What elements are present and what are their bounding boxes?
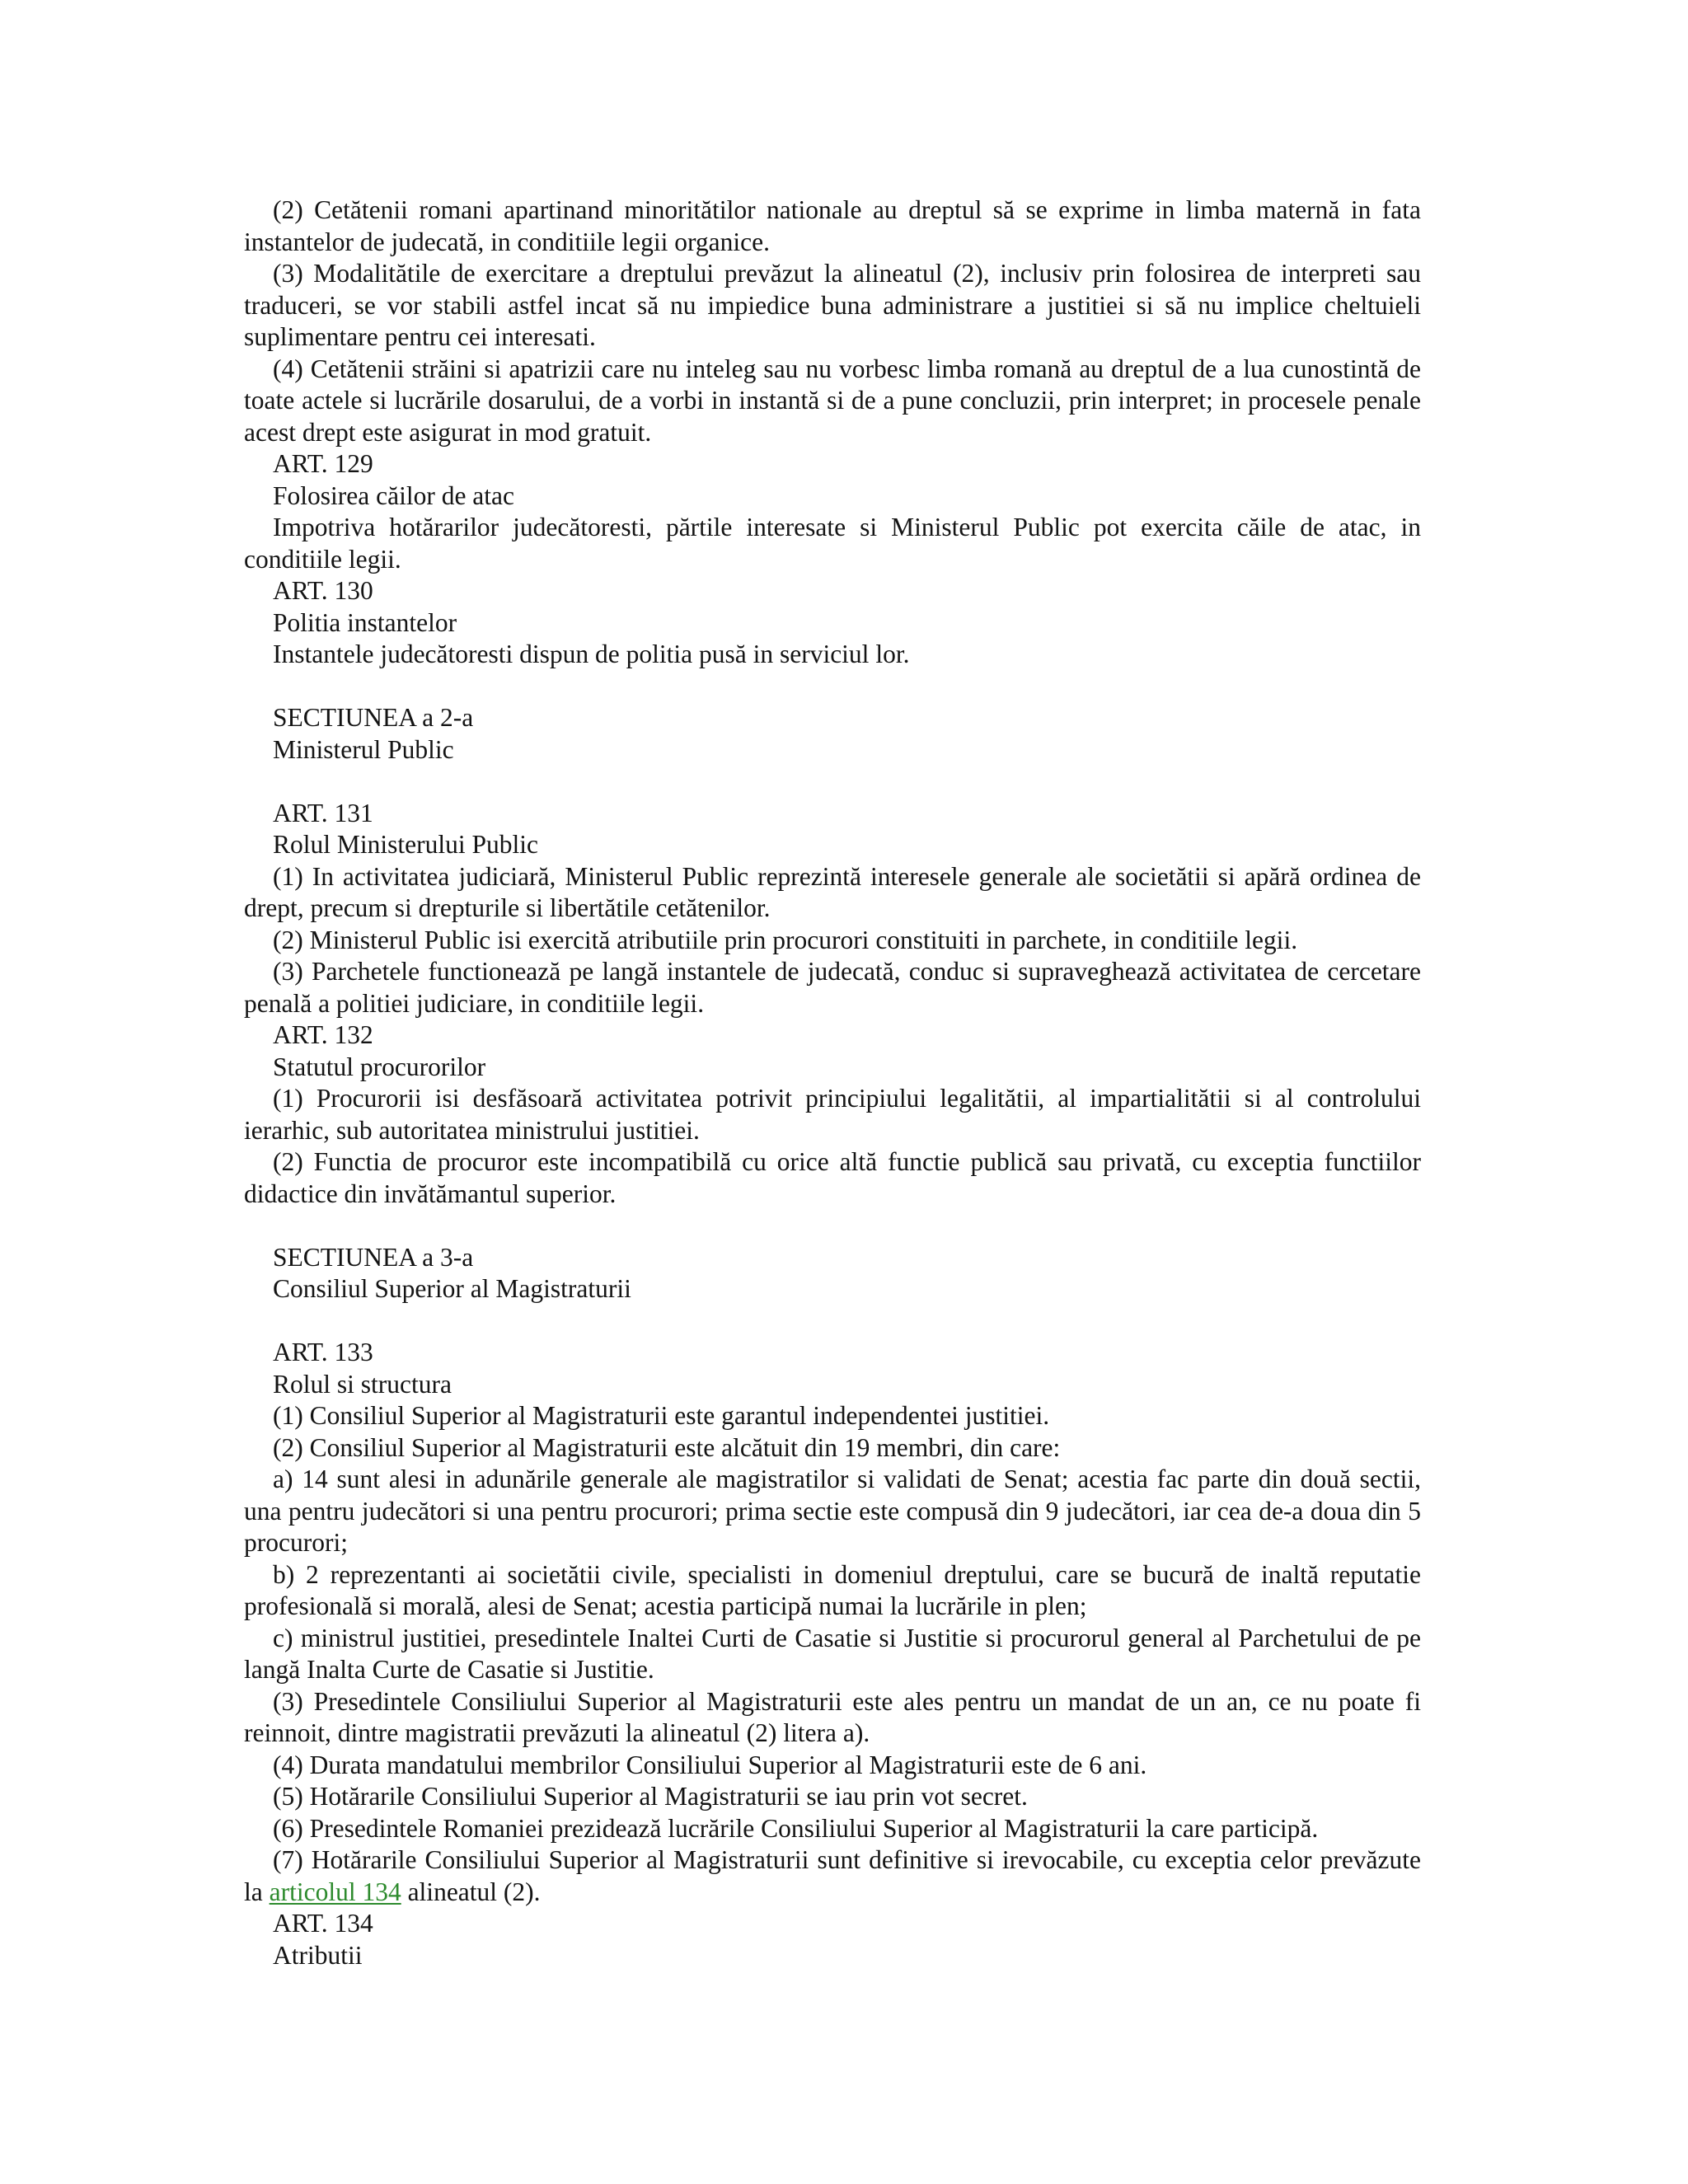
paragraph-art133-6: (6) Presedintele Romaniei prezidează lucrările Consiliului Superior al Magistraturii la care participă. [273,1813,1319,1843]
article-title-134: Atributii [273,1940,363,1970]
blank-line [244,766,1421,798]
blank-line [244,1210,1421,1242]
article-heading-130: ART. 130 [273,576,373,605]
section-heading-3: SECTIUNEA a 3-a [273,1242,474,1272]
paragraph-art133-2b: b) 2 reprezentanti ai societătii civile, specialisti in domeniul dreptului, care se bucură de inaltă reputatie profesională si morală, alesi de Senat; acestia participă numai la lucrările in plen; [244,1559,1421,1620]
paragraph-art132-2: (2) Functia de procuror este incompatibilă cu orice altă functie publică sau privată, cu exceptia functiilor didactice din invătămantul superior. [244,1147,1421,1208]
article-heading-132: ART. 132 [273,1020,373,1049]
blank-line [244,671,1421,703]
article-heading-133: ART. 133 [273,1338,373,1366]
paragraph-art133-2: (2) Consiliul Superior al Magistraturii este alcătuit din 19 membri, din care: [273,1432,1061,1462]
paragraph-art128-2: (2) Cetătenii romani apartinand minoritătilor nationale au dreptul să se exprime in limba maternă in fata instantelor de judecată, in conditiile legii organice. [244,195,1421,256]
section-title-2: Ministerul Public [273,734,454,764]
paragraph-art132-1: (1) Procurorii isi desfăsoară activitatea potrivit principiului legalitătii, al impartialitătii si al controlului ierarhic, sub autoritatea ministrului justitiei. [244,1084,1421,1145]
section-title-3: Consiliul Superior al Magistraturii [273,1274,631,1303]
article-title-131: Rolul Ministerului Public [273,830,539,859]
paragraph-art133-1: (1) Consiliul Superior al Magistraturii este garantul independentei justitiei. [273,1401,1050,1430]
section-heading-2: SECTIUNEA a 2-a [273,703,474,732]
paragraph-art133-2a: a) 14 sunt alesi in adunările generale ale magistratilor si validati de Senat; acestia fac parte din două sectii, una pentru judecători si una pentru procurori; prima sectie este compusă din 9 judecători, iar cea de-a doua din 5 procurori; [244,1465,1421,1557]
paragraph-art133-4: (4) Durata mandatului membrilor Consiliului Superior al Magistraturii este de 6 ani. [273,1750,1147,1779]
article-title-130: Politia instantelor [273,607,457,637]
article-134-link[interactable]: articolul 134 [269,1877,401,1906]
paragraph-art131-2: (2) Ministerul Public isi exercită atributiile prin procurori constituiti in parchete, in conditiile legii. [273,925,1298,954]
paragraph-art133-7-text-before: (7) Hotărarile Consiliului Superior al Magistraturii sunt definitive si irevocabile, cu exceptia celor prevăzute la [244,1845,1421,1906]
paragraph-art130: Instantele judecătoresti dispun de politia pusă in serviciul lor. [273,640,910,668]
article-title-132: Statutul procurorilor [273,1052,486,1081]
paragraph-art133-3: (3) Presedintele Consiliului Superior al Magistraturii este ales pentru un mandat de un an, ce nu poate fi reinnoit, dintre magistratii prevăzuti la alineatul (2) litera a). [244,1686,1421,1747]
paragraph-art133-7 [244,1844,1421,1908]
article-heading-134: ART. 134 [273,1909,373,1938]
paragraph-art133-5: (5) Hotărarile Consiliului Superior al Magistraturii se iau prin vot secret. [273,1782,1028,1811]
paragraph-art131-1: (1) In activitatea judiciară, Ministerul Public reprezintă interesele generale ale societătii si apără ordinea de drept, precum si drepturile si libertătile cetătenilor. [244,861,1421,922]
article-title-133: Rolul si structura [273,1369,452,1399]
document-page [244,194,1421,1971]
paragraph-art133-7-text-after: alineatul (2). [401,1877,541,1906]
blank-line [244,1305,1421,1338]
paragraph-art133-2c: c) ministrul justitiei, presedintele Inaltei Curti de Casatie si Justitie si procurorul general al Parchetului de pe langă Inalta Curte de Casatie si Justitie. [244,1623,1421,1684]
article-title-129: Folosirea căilor de atac [273,480,514,510]
paragraph-art128-3: (3) Modalitătile de exercitare a dreptului prevăzut la alineatul (2), inclusiv prin folosirea de interpreti sau traduceri, se vor stabili astfel incat să nu impiedice buna administrare a justitiei si să nu implice cheltuieli suplimentare pentru cei interesati. [244,259,1421,351]
paragraph-art129: Impotriva hotărarilor judecătoresti, părtile interesate si Ministerul Public pot exercita căile de atac, in conditiile legii. [244,513,1421,574]
article-heading-129: ART. 129 [273,449,373,478]
paragraph-art131-3: (3) Parchetele functionează pe langă instantele de judecată, conduc si supraveghează activitatea de cercetare penală a politiei judiciare, in conditiile legii. [244,957,1421,1018]
paragraph-art128-4: (4) Cetătenii străini si apatrizii care nu inteleg sau nu vorbesc limba romană au dreptul de a lua cunostintă de toate actele si lucrările dosarului, de a vorbi in instantă si de a pune concluzii, prin interpret; in procesele penale acest drept este asigurat in mod gratuit. [244,354,1421,447]
article-heading-131: ART. 131 [273,798,373,827]
